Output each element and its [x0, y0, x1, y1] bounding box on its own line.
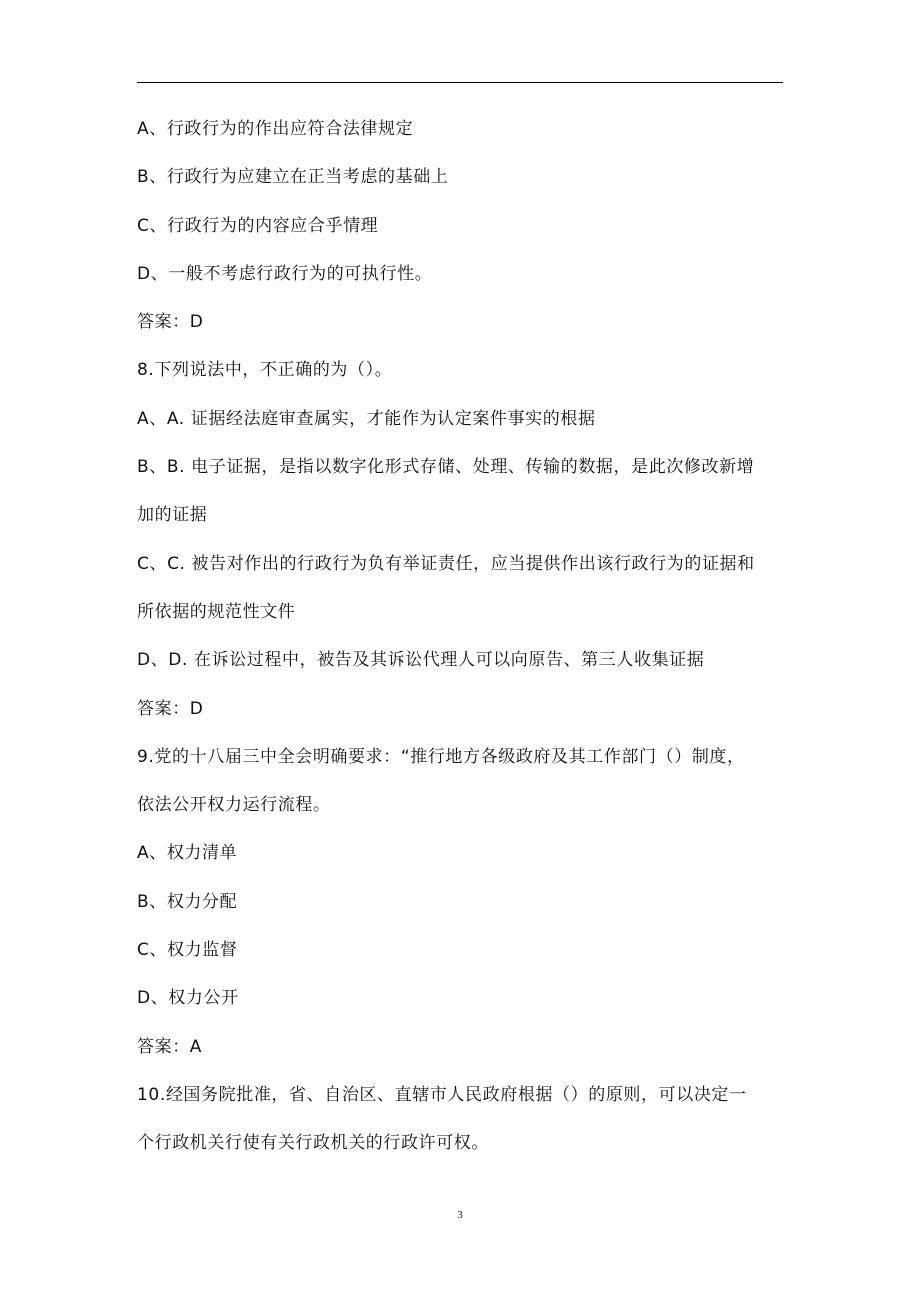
- q8-option-b: B、B. 电子证据，是指以数字化形式存储、处理、传输的数据，是此次修改新增: [137, 457, 755, 478]
- header-rule: [137, 82, 783, 83]
- q9-option-c: C、权力监督: [137, 940, 238, 961]
- page-content: [137, 119, 787, 1182]
- q9-option-a: A、权力清单: [137, 843, 238, 864]
- q7-answer: 答案：D: [137, 312, 204, 333]
- q8-option-d: D、D. 在诉讼过程中，被告及其诉讼代理人可以向原告、第三人收集证据: [137, 650, 705, 671]
- q10-question-continued: 个行政机关行使有关行政机关的行政许可权。: [137, 1133, 489, 1154]
- q8-question: 8.下列说法中，不正确的为（）。: [137, 360, 393, 381]
- q8-option-a: A、A. 证据经法庭审查属实，才能作为认定案件事实的根据: [137, 408, 596, 429]
- q7-option-a: A、行政行为的作出应符合法律规定: [137, 119, 414, 139]
- q7-option-d: D、一般不考虑行政行为的可执行性。: [137, 263, 433, 284]
- q10-question: 10.经国务院批准，省、自治区、直辖市人民政府根据（）的原则，可以决定一: [137, 1084, 747, 1105]
- q7-option-b: B、行政行为应建立在正当考虑的基础上: [137, 167, 449, 188]
- q8-option-c-continued: 所依据的规范性文件: [137, 601, 296, 622]
- q8-option-c: C、C. 被告对作出的行政行为负有举证责任，应当提供作出该行政行为的证据和: [137, 553, 755, 574]
- q8-answer: 答案：D: [137, 698, 204, 719]
- q9-question: 9.党的十八届三中全会明确要求：“推行地方各级政府及其工作部门（）制度，: [137, 746, 745, 767]
- q8-option-b-continued: 加的证据: [137, 505, 208, 526]
- q7-option-c: C、行政行为的内容应合乎情理: [137, 215, 379, 236]
- q9-answer: 答案：A: [137, 1036, 203, 1057]
- page-number: 3: [457, 1209, 463, 1221]
- q9-question-continued: 依法公开权力运行流程。: [137, 795, 331, 816]
- q9-option-b: B、权力分配: [137, 891, 238, 912]
- q9-option-d: D、权力公开: [137, 988, 239, 1009]
